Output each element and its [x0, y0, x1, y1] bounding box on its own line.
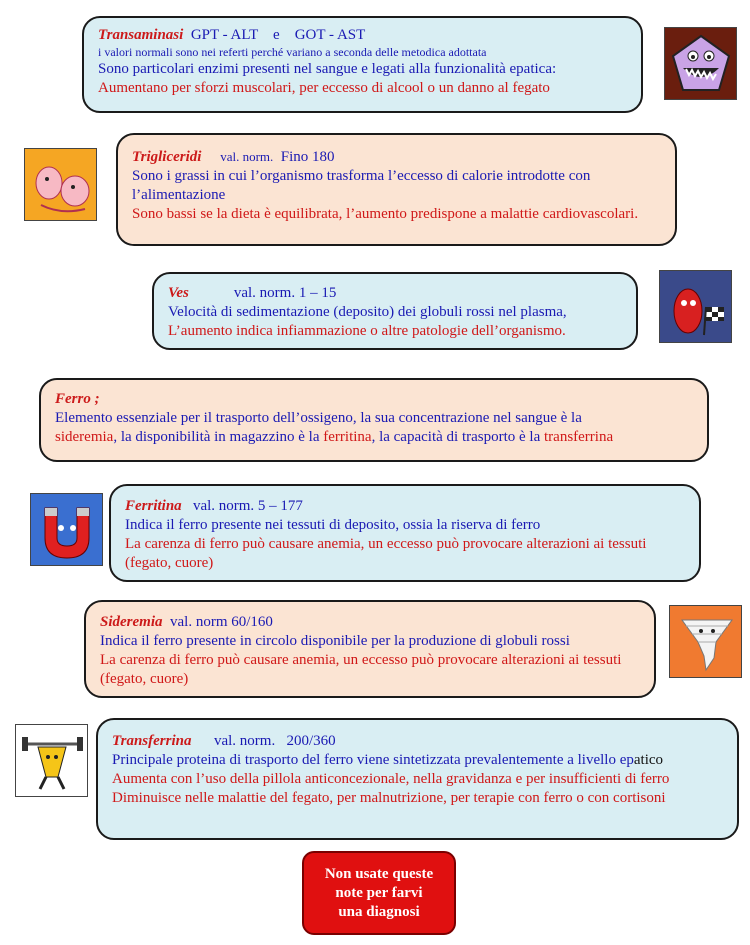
magnet-icon	[30, 493, 103, 566]
ves-title: Ves	[168, 285, 189, 301]
ferro-text-a: , la disponibilità in magazzino è la	[113, 429, 324, 445]
trigliceridi-norm-label: val. norm.	[220, 149, 274, 164]
transaminasi-card	[82, 16, 643, 113]
trigliceridi-line2: Sono bassi se la dieta è equilibrata, l’aumento predispone a malattie cardiovascolari.	[132, 206, 639, 222]
disclaimer-line2: note per farvi	[335, 884, 423, 901]
disclaimer-badge	[302, 851, 456, 935]
trigliceridi-line1: Sono i grassi in cui l’organismo trasforma l’eccesso di calorie introdotte con l’alimentazione	[132, 168, 591, 203]
ferro-ferritina: ferritina	[323, 429, 372, 445]
ferro-transferrina: transferrina	[544, 429, 614, 445]
tornado-icon	[669, 605, 742, 678]
ves-norm: val. norm. 1 – 15	[233, 285, 337, 301]
ferro-card	[39, 378, 709, 462]
pentagon-monster-icon	[664, 27, 737, 100]
transferrina-line1	[112, 751, 723, 770]
transaminasi-line2: Aumentano per sforzi muscolari, per eccesso di alcool o un danno al fegato	[98, 80, 550, 96]
transferrina-card	[96, 718, 739, 840]
transferrina-line2: Aumenta con l’uso della pillola anticoncezionale, nella gravidanza e per insufficienti di ferro	[112, 771, 670, 787]
transferrina-line1-a: Principale proteina di trasporto del ferro viene sintetizzata prevalentemente a livello ep	[112, 752, 634, 768]
disclaimer-line1: Non usate queste	[324, 865, 434, 882]
transferrina-heading	[112, 732, 723, 751]
transaminasi-line1: Sono particolari enzimi presenti nel sangue e legati alla funzionalità epatica:	[98, 61, 557, 77]
trigliceridi-heading	[132, 147, 661, 167]
sideremia-title: Sideremia	[100, 614, 163, 630]
ferro-text-b: , la capacità di trasporto è la	[371, 429, 544, 445]
transaminasi-heading	[98, 26, 627, 45]
ferritina-title: Ferritina	[125, 498, 182, 514]
ferro-line1: Elemento essenziale per il trasporto dell’ossigeno, la sua concentrazione nel sangue è la	[55, 410, 582, 426]
transferrina-line3: Diminuisce nelle malattie del fegato, per malnutrizione, per terapie con ferro o con cortisoni	[112, 790, 666, 806]
sideremia-heading	[100, 613, 640, 632]
trigliceridi-card	[116, 133, 677, 246]
transaminasi-note: i valori normali sono nei referti perché variano a seconda delle metodica adottata	[98, 45, 487, 59]
ferritina-heading	[125, 497, 685, 516]
ferritina-norm: val. norm. 5 – 177	[192, 498, 303, 514]
sideremia-line2: La carenza di ferro può causare anemia, un eccesso può provocare alterazioni ai tessuti (fegato, cuore)	[100, 652, 622, 687]
ves-line2: L’aumento indica infiammazione o altre patologie dell’organismo.	[168, 323, 566, 339]
weightlifter-icon	[15, 724, 88, 797]
transferrina-norm: val. norm. 200/360	[213, 733, 336, 749]
sideremia-card	[84, 600, 656, 698]
ferro-line2	[55, 428, 693, 447]
fat-cartoon-icon	[24, 148, 97, 221]
ferro-sideremia: sideremia	[55, 429, 114, 445]
transferrina-title: Transferrina	[112, 733, 192, 749]
ferritina-line2: La carenza di ferro può causare anemia, un eccesso può provocare alterazioni ai tessuti (fegato, cuore)	[125, 536, 647, 571]
trigliceridi-title: Trigliceridi	[132, 149, 202, 165]
ferritina-card	[109, 484, 701, 582]
sideremia-line1: Indica il ferro presente in circolo disponibile per la produzione di globuli rossi	[100, 633, 570, 649]
transaminasi-title: Transaminasi	[98, 27, 184, 43]
ferro-title: Ferro ;	[55, 391, 100, 407]
ves-card	[152, 272, 638, 350]
transferrina-line1-b: atico	[633, 752, 664, 768]
trigliceridi-norm-value: Fino 180	[280, 149, 335, 165]
sideremia-norm: val. norm 60/160	[170, 614, 273, 630]
ves-heading	[168, 284, 622, 303]
ferritina-line1: Indica il ferro presente nei tessuti di deposito, ossia la riserva di ferro	[125, 517, 541, 533]
transaminasi-subtitle: GPT - ALT e GOT - AST	[183, 27, 366, 43]
racing-bloodcell-icon	[659, 270, 732, 343]
ves-line1: Velocità di sedimentazione (deposito) dei globuli rossi nel plasma,	[168, 304, 567, 320]
disclaimer-line3: una diagnosi	[338, 903, 420, 920]
